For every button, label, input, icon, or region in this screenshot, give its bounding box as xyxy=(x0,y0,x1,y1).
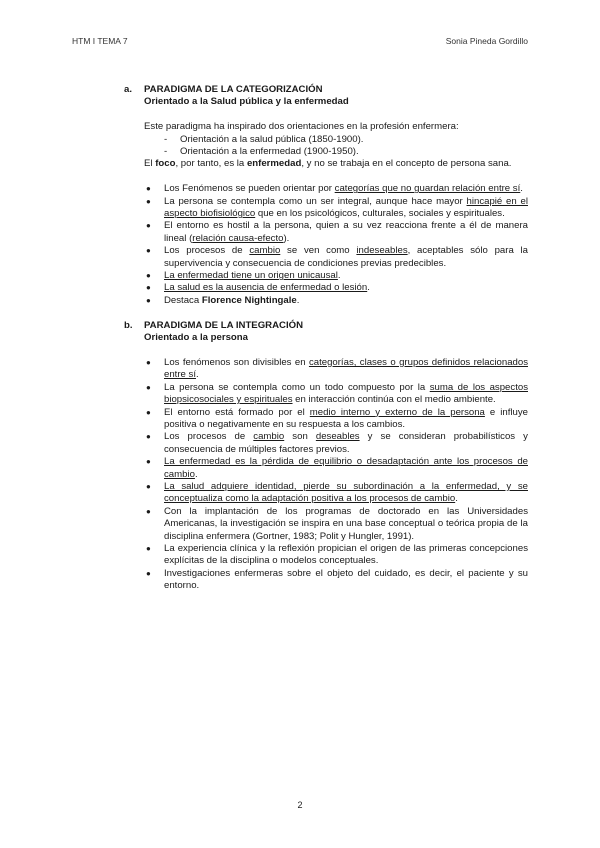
bullet-icon: ● xyxy=(146,184,151,194)
bullet-icon: ● xyxy=(146,246,151,256)
header-left: HTM I TEMA 7 xyxy=(72,36,128,46)
bullet-icon: ● xyxy=(146,295,151,305)
list-item: ● Los procesos de cambio se ven como indeseables, aceptables sólo para la supervivencia y consecuencia de condiciones previas predecibles. xyxy=(146,245,528,269)
bullet-icon: ● xyxy=(146,506,151,516)
section-b-title: PARADIGMA DE LA INTEGRACIÓN xyxy=(144,319,304,331)
section-a-intro: Este paradigma ha inspirado dos orientaciones en la profesión enfermera: xyxy=(144,121,459,133)
section-a-subtitle: Orientado a la Salud pública y la enfermedad xyxy=(144,96,349,108)
list-item: ● La persona se contempla como un todo compuesto por la suma de los aspectos biopsicosociales y espirituales en interacción continúa con el medio ambiente. xyxy=(146,381,528,406)
bullet-icon: ● xyxy=(146,271,151,281)
section-b-letter: b. xyxy=(124,319,133,331)
bullet-icon: ● xyxy=(146,543,151,553)
section-a-bullets xyxy=(144,183,528,307)
bullet-icon: ● xyxy=(146,196,151,206)
section-a-intro-block xyxy=(124,121,528,171)
list-item: ● Investigaciones enfermeras sobre el objeto del cuidado, es decir, el paciente y su entorno. xyxy=(146,567,528,592)
page-number: 2 xyxy=(297,800,303,810)
section-b-bullets xyxy=(144,357,528,593)
list-item: ● La enfermedad tiene un origen unicausal. xyxy=(146,270,341,282)
list-item: - Orientación a la salud pública (1850-1900). xyxy=(164,134,528,146)
list-item: ● La salud es la ausencia de enfermedad o lesión. xyxy=(146,282,370,294)
list-item: ● La experiencia clínica y la reflexión propician el origen de las primeras concepciones explícitas de la disciplina o modelos conceptuales. xyxy=(146,542,528,567)
list-item: - Orientación a la enfermedad (1900-1950). xyxy=(164,146,528,158)
header-author: Sonia Pineda Gordillo xyxy=(445,36,528,46)
orientation-list xyxy=(144,134,528,159)
list-item: ● Los Fenómenos se pueden orientar por categorías que no guardan relación entre sí. xyxy=(146,183,523,195)
bullet-icon: ● xyxy=(146,357,151,367)
section-a-heading xyxy=(124,84,528,109)
bullet-icon: ● xyxy=(146,221,151,231)
list-item: ● Los fenómenos son divisibles en categorías, clases o grupos definidos relacionados entre sí. xyxy=(146,356,528,381)
bullet-icon: ● xyxy=(146,407,151,417)
list-item: ● Destaca Florence Nightingale. xyxy=(146,294,300,306)
bullet-icon: ● xyxy=(146,432,151,442)
list-item: ● Con la implantación de los programas de doctorado en las Universidades Americanas, la investigación se inspira en una base conceptual o teórica propia de la disciplina enfermera (Gortner, 1983; Polit y Hungler, 1991). xyxy=(146,505,528,542)
bullet-icon: ● xyxy=(146,382,151,392)
list-item: ● La salud adquiere identidad, pierde su subordinación a la enfermedad, y se conceptualiza como la adaptación positiva a los procesos de cambio. xyxy=(146,480,528,505)
section-a-letter: a. xyxy=(124,84,133,95)
bullet-icon: ● xyxy=(146,457,151,467)
section-a-title: PARADIGMA DE LA CATEGORIZACIÓN xyxy=(144,84,323,95)
section-b-subtitle: Orientado a la persona xyxy=(144,332,248,344)
list-item: ● La enfermedad es la pérdida de equilibrio o desadaptación ante los procesos de cambio. xyxy=(146,456,528,480)
foco-paragraph: El foco, por tanto, es la enfermedad, y no se trabaja en el concepto de persona sana. xyxy=(144,158,512,170)
list-item: ● La persona se contempla como un ser integral, aunque hace mayor hincapié en el aspecto biofisiológico que en los psicológicos, culturales, sociales y espirituales. xyxy=(146,195,528,220)
bullet-icon: ● xyxy=(146,481,151,491)
list-item: ● El entorno está formado por el medio interno y externo de la persona e influye positiva o negativamente en su respuesta a los cambios. xyxy=(146,406,528,430)
bullet-icon: ● xyxy=(146,568,151,578)
list-item: ● Los procesos de cambio son deseables y se consideran probabilísticos y consecuencia de múltiples factores previos. xyxy=(146,431,528,455)
section-b-heading xyxy=(124,320,528,345)
list-item: ● El entorno es hostil a la persona, quien a su vez reacciona frente a él de manera lineal (relación causa-efecto). xyxy=(146,220,528,244)
document-body xyxy=(124,84,528,593)
bullet-icon: ● xyxy=(146,283,151,293)
